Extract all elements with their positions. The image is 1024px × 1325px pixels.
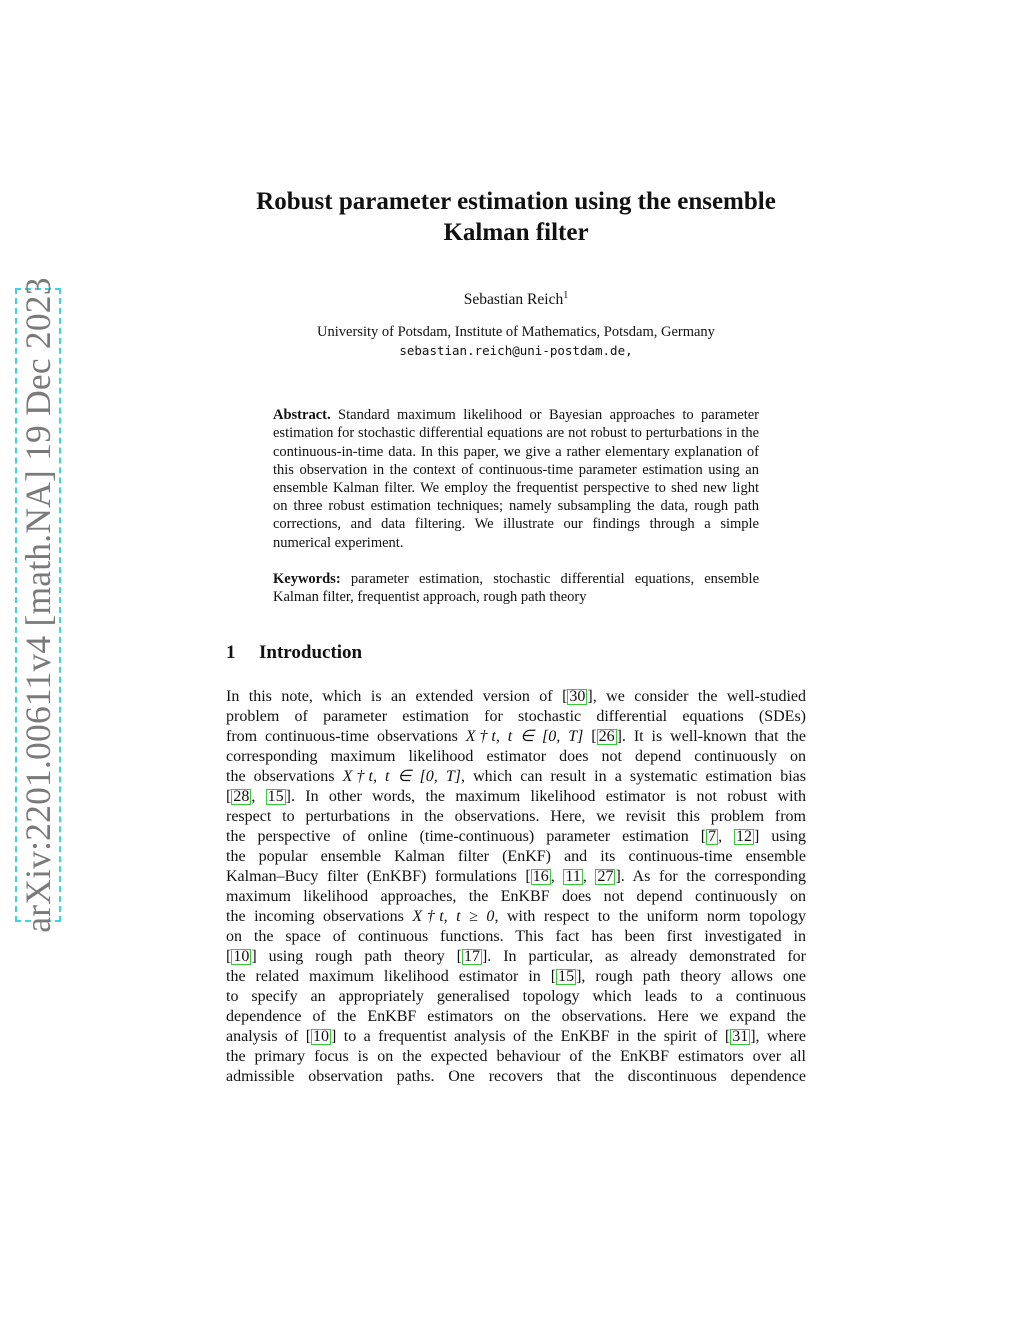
intro-line: dependence of the EnKBF estimators on the observations. Here we expand the bbox=[226, 1008, 806, 1026]
abstract bbox=[273, 406, 759, 552]
intro-line: on the space of continuous functions. This fact has been first investigated in bbox=[226, 928, 806, 946]
author bbox=[226, 290, 806, 309]
citation-link[interactable]: 11 bbox=[565, 868, 581, 886]
citation-link[interactable]: 12 bbox=[736, 828, 753, 846]
keywords-label: Keywords: bbox=[273, 570, 341, 587]
intro-line: the popular ensemble Kalman filter (EnKF) and its continuous-time ensemble bbox=[226, 848, 806, 866]
citation-link[interactable]: 15 bbox=[558, 968, 575, 986]
intro-line: the perspective of online (time-continuous) parameter estimation [ 7 , 12 ] using bbox=[226, 828, 807, 846]
math-inline: X†t, t ≥ 0 bbox=[412, 908, 495, 926]
math-inline: X†t, t ∈ [0, T] bbox=[465, 728, 584, 746]
paper-page bbox=[226, 186, 806, 1087]
author-email[interactable]: sebastian.reich@uni-postdam.de bbox=[399, 343, 626, 359]
math-inline: X†t, t ∈ [0, T] bbox=[342, 768, 461, 786]
author-affil-mark: 1 bbox=[563, 290, 569, 301]
title-line-1: Robust parameter estimation using the ensemble bbox=[256, 188, 776, 215]
intro-line: the related maximum likelihood estimator in [ 15 ], rough path theory allows one bbox=[226, 968, 806, 986]
intro-line: Kalman–Bucy filter (EnKBF) formulations [ 16 , 11 , 27 ]. As for the corresponding bbox=[226, 868, 807, 886]
intro-line: the incoming observations X†t, t ≥ 0, with respect to the uniform norm topology bbox=[226, 908, 806, 926]
citation-link[interactable]: 10 bbox=[233, 948, 250, 966]
intro-line: respect to perturbations in the observations. Here, we revisit this problem from bbox=[226, 808, 806, 826]
paper-title bbox=[226, 186, 806, 248]
intro-line: admissible observation paths. One recovers that the discontinuous dependence bbox=[226, 1068, 806, 1086]
citation-link[interactable]: 16 bbox=[532, 868, 549, 886]
intro-line: [ 10 ] using rough path theory [ 17 ]. In particular, as already demonstrated for bbox=[226, 948, 807, 966]
section-heading bbox=[226, 642, 806, 664]
citation-link[interactable]: 30 bbox=[569, 688, 586, 706]
intro-paragraph bbox=[226, 687, 806, 1087]
intro-line: from continuous-time observations X†t, t ∈ [0, T] [ 26 ]. It is well-known that the bbox=[226, 728, 807, 746]
arxiv-stamp-text: arXiv:2201.00611v4 [math.NA] 19 Dec 2023 bbox=[18, 277, 58, 933]
affiliation: University of Potsdam, Institute of Mathematics, Potsdam, Germany bbox=[317, 324, 715, 341]
citation-link[interactable]: 17 bbox=[463, 948, 480, 966]
intro-line: [ 28 , 15 ]. In other words, the maximum likelihood estimator is not robust with bbox=[226, 788, 807, 806]
intro-line: analysis of [ 10 ] to a frequentist analysis of the EnKBF in the spirit of [ 31 ], where bbox=[226, 1028, 807, 1046]
citation-link[interactable]: 10 bbox=[313, 1028, 330, 1046]
arxiv-stamp bbox=[15, 277, 61, 933]
citation-link[interactable]: 27 bbox=[597, 868, 614, 886]
citation-link[interactable]: 28 bbox=[233, 788, 250, 806]
section-title: Introduction bbox=[259, 642, 363, 664]
author-name: Sebastian Reich bbox=[463, 291, 564, 309]
abstract-text: Standard maximum likelihood or Bayesian approaches to parameter estimation for stochastic differential equations are not robust to perturbations in the continuous-in-time data. In this paper, we give a rather elementary explanation of this observation in the context of continuous-time parameter estimation using an ensemble Kalman filter. We employ the frequentist perspective to shed new light on three robust estimation techniques; namely subsampling the data, rough path corrections, and data filtering. We illustrate our findings through a simple numerical experiment. bbox=[273, 407, 760, 551]
intro-line: corresponding maximum likelihood estimator does not depend continuously on bbox=[226, 748, 806, 766]
abstract-label: Abstract. bbox=[273, 407, 331, 424]
citation-link[interactable]: 15 bbox=[267, 788, 284, 806]
citation-link[interactable]: 31 bbox=[732, 1028, 749, 1046]
keywords-text: parameter estimation, stochastic differential equations, ensemble Kalman filter, frequentist approach, rough path theory bbox=[273, 570, 759, 605]
intro-line: In this note, which is an extended version of [ 30 ], we consider the well-studied bbox=[226, 688, 807, 706]
intro-line: problem of parameter estimation for stochastic differential equations (SDEs) bbox=[226, 708, 806, 726]
intro-line: to specify an appropriately generalised topology which leads to a continuous bbox=[226, 988, 806, 1006]
email-line bbox=[226, 342, 806, 360]
citation-link[interactable]: 7 bbox=[708, 828, 717, 846]
section-number: 1 bbox=[226, 642, 236, 664]
email-suffix: , bbox=[625, 343, 633, 359]
citation-link[interactable]: 26 bbox=[598, 728, 615, 746]
keywords bbox=[273, 570, 759, 606]
intro-line: the observations X†t, t ∈ [0, T], which can result in a systematic estimation bias bbox=[226, 768, 806, 786]
title-line-2: Kalman filter bbox=[443, 219, 589, 246]
intro-line: the primary focus is on the expected behaviour of the EnKBF estimators over all bbox=[226, 1048, 806, 1066]
intro-line: maximum likelihood approaches, the EnKBF does not depend continuously on bbox=[226, 888, 806, 906]
